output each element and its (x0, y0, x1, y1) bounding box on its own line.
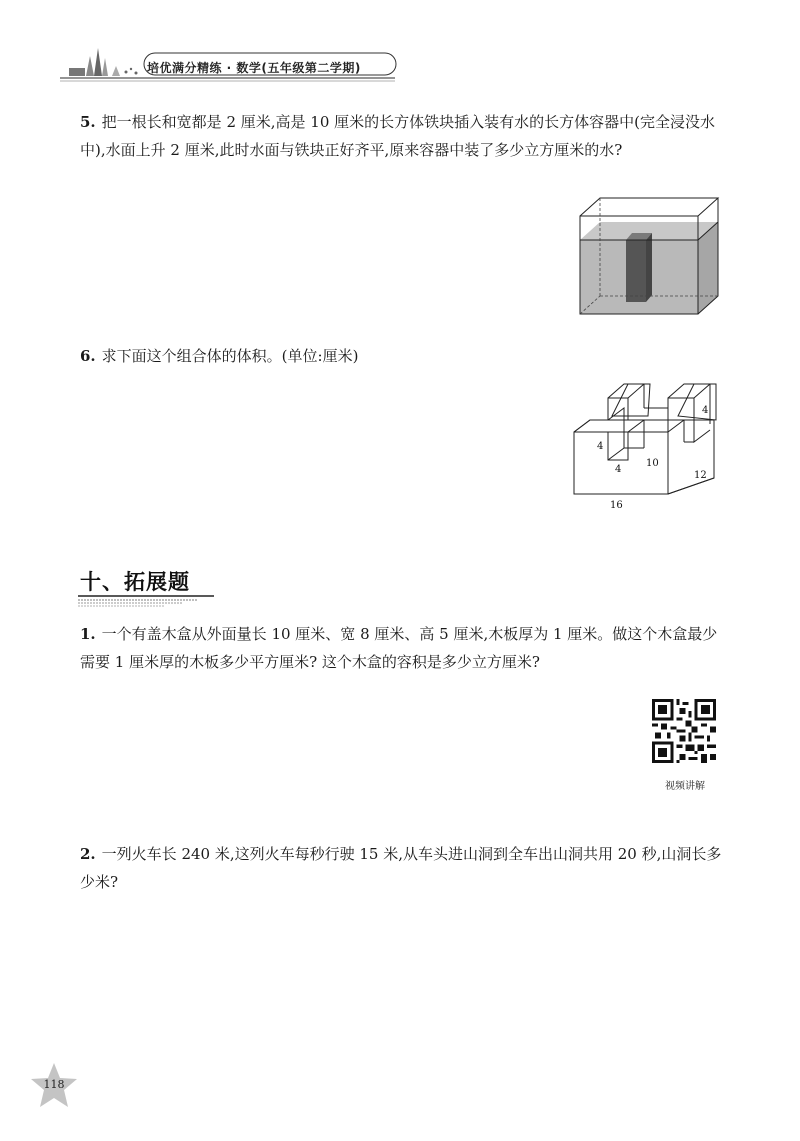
page-number: 118 (43, 1078, 65, 1091)
section-title: 十、拓展题 (80, 570, 190, 594)
figure-6-solid (566, 380, 726, 518)
problem-5-number: 5. (80, 113, 96, 131)
extension-problem-1-number: 1. (80, 625, 96, 643)
problem-5-text: 把一根长和宽都是 2 厘米,高是 10 厘米的长方体铁块插入装有水的长方体容器中(完全浸没水中),水面上升 2 厘米,此时水面与铁块正好齐平,原来容器中装了多少立方厘米的水? (80, 113, 715, 159)
header-stars-icon (125, 68, 138, 75)
qr-code-icon[interactable] (652, 699, 716, 763)
problem-5 (80, 108, 730, 164)
iron-block-side (646, 233, 652, 302)
section-underline (78, 594, 214, 608)
problem-6-number: 6. (80, 347, 96, 365)
figure-5-container (578, 196, 720, 318)
label-depth: 12 (694, 470, 707, 481)
iron-block-front (626, 240, 646, 302)
label-notch-bottom: 4 (615, 464, 622, 475)
label-notch-left: 4 (597, 441, 604, 452)
label-length: 16 (610, 500, 623, 511)
extension-problem-1-text: 一个有盖木盒从外面量长 10 厘米、宽 8 厘米、高 5 厘米,木板厚为 1 厘米。做这个木盒最少需要 1 厘米厚的木板多少平方厘米? 这个木盒的容积是多少立方厘米? (80, 625, 718, 671)
extension-problem-2-number: 2. (80, 845, 96, 863)
problem-6-text: 求下面这个组合体的体积。(单位:厘米) (101, 347, 359, 365)
extension-problem-2-text: 一列火车长 240 米,这列火车每秒行驶 15 米,从车头进山洞到全车出山洞共用 20 秒,山洞长多少米? (80, 845, 722, 891)
header-title: 培优满分精练 · 数学(五年级第二学期) (147, 61, 361, 75)
problem-6 (80, 342, 730, 370)
qr-caption: 视频讲解 (665, 781, 705, 792)
extension-problem-2 (80, 840, 730, 896)
pencils-icon (69, 48, 120, 76)
extension-problem-1 (80, 620, 730, 676)
label-middle-depth: 10 (646, 458, 659, 469)
label-tower-right: 4 (702, 405, 709, 416)
